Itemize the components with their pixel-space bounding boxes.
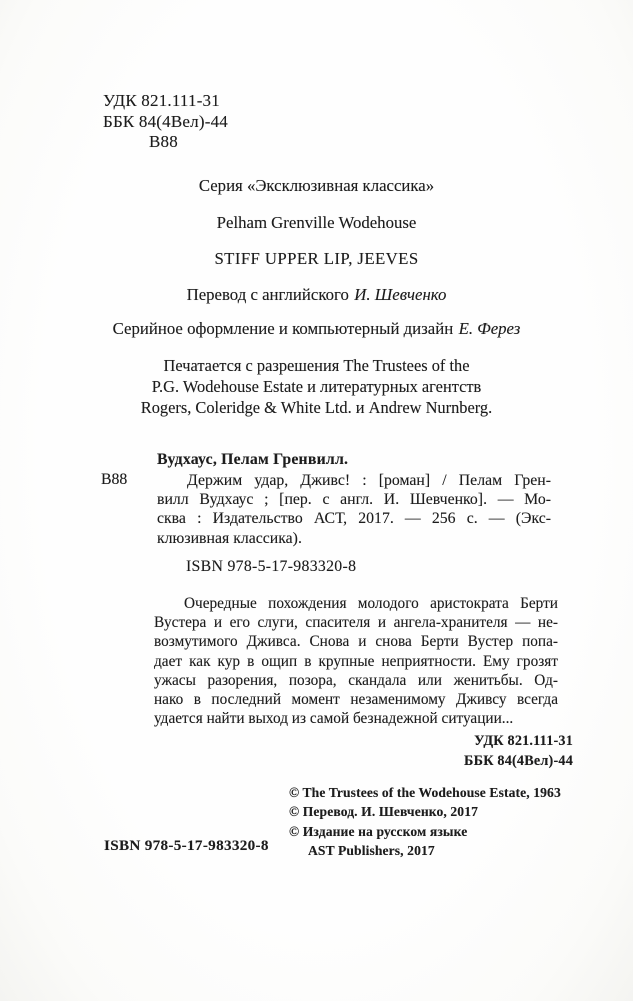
text-line: © Издание на русском языке [289,823,468,839]
catalog-card-description [157,471,551,548]
catalog-card-margin-code: В88 [101,471,128,488]
permission-notice [0,356,633,418]
text-line: вилл Вудхаус ; [пер. с англ. И. Шевченко]. — Мо- [157,491,551,509]
top-classification-codes [103,91,228,153]
text-line: © The Trustees of the Wodehouse Estate, 1963 [289,785,561,800]
author-name-latin: Pelham Grenville Wodehouse [216,213,417,232]
text-line: Rogers, Coleridge & White Ltd. и Andrew Nurnberg. [140,397,493,417]
translation-credit-prefix: Перевод с английского [186,285,349,304]
text-line: сква : Издательство АСТ, 2017. — 256 с. — (Экс- [157,510,551,528]
text-line: © Перевод. И. Шевченко, 2017 [289,804,479,820]
text-line: удается найти выход из самой безнадежной ситуации... [154,710,514,728]
translation-credit [0,285,633,305]
bottom-classification-codes [464,731,573,771]
text-line: Очередные похождения молодого аристократа Берти [184,595,558,612]
translator-name: И. Шевченко [354,285,447,304]
catalog-card-isbn: ISBN 978-5-17-983320-8 [186,558,357,575]
bottom-isbn: ISBN 978-5-17-983320-8 [104,837,269,854]
text-line: Вустера и его слуги, спасителя и ангела-хранителя — не- [154,614,558,632]
text-line: P.G. Wodehouse Estate и литературных агентств [151,376,482,396]
text-line: нако в последний момент незаменимому Дживсу всегда [154,691,558,709]
catalog-card-author: Вудхаус, Пелам Гренвилл. [157,451,349,468]
udk-code: УДК 821.111-31 [103,91,220,110]
annotation-paragraph [154,594,558,728]
design-credit-prefix: Серийное оформление и компьютерный дизайн [112,319,454,338]
bbk-code: ББК 84(4Вел)-44 [103,111,228,131]
text-line: Печатается с разрешения The Trustees of the [163,356,470,375]
copyright-notices [289,783,561,860]
text-line: дает как кур в ощип в крупные неприятности. Ему грозят [154,652,558,670]
text-line: Держим удар, Дживс! : [роман] / Пелам Грен- [187,472,551,489]
original-title: STIFF UPPER LIP, JEEVES [214,249,419,268]
text-line: клюзивная классика). [157,529,302,547]
series-title: Серия «Эксклюзивная классика» [198,176,435,195]
bbk-code-bottom: ББК 84(4Вел)-44 [464,753,573,769]
text-line: AST Publishers, 2017 [308,842,435,858]
udk-code-bottom: УДК 821.111-31 [474,733,573,749]
text-line: возмутимого Дживса. Снова и снова Берти Вустер попа- [154,633,558,651]
author-sign-code: В88 [149,132,178,151]
text-line: ужасы разорения, позора, скандала или женитьбы. Од- [154,671,558,689]
design-credit [0,319,633,339]
designer-name: Е. Ферез [458,319,521,338]
